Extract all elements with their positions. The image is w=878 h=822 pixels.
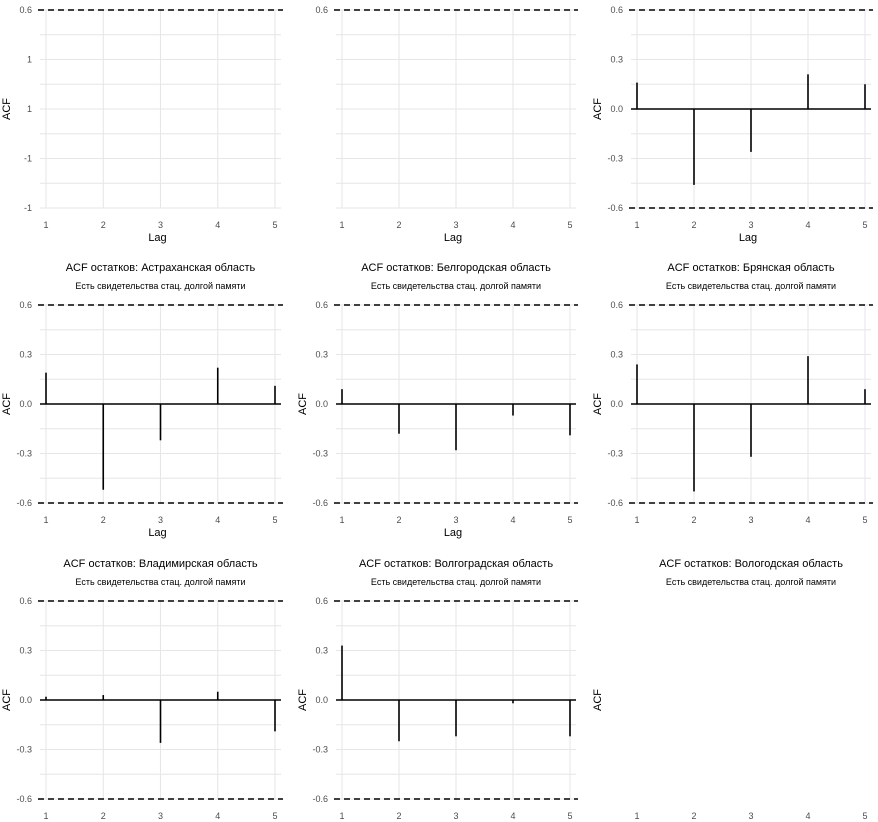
y-axis-label: ACF — [297, 393, 309, 415]
y-tick-label: -0.3 — [312, 744, 328, 755]
x-axis-label: Lag — [148, 232, 167, 244]
y-axis-label: ACF — [1, 689, 13, 711]
x-tick-label: 5 — [272, 220, 278, 230]
x-tick-label: 5 — [567, 811, 573, 821]
x-tick-label: 5 — [567, 515, 573, 525]
panel-title: ACF остатков: Волгоградская область — [358, 558, 554, 570]
panel-subtitle: Есть свидетельства стац. долгой памяти — [370, 281, 542, 291]
panel-subtitle: Есть свидетельства стац. долгой памяти — [665, 281, 837, 291]
y-tick-label: 0.6 — [19, 5, 32, 15]
x-tick-label: 3 — [453, 220, 459, 230]
panel-subtitle: Есть свидетельства стац. долгой памяти — [665, 577, 837, 587]
y-tick-label: -0.6 — [16, 794, 32, 804]
y-tick-label: 0.6 — [19, 596, 32, 606]
x-tick-label: 1 — [43, 515, 49, 525]
y-tick-label: 0.3 — [19, 349, 32, 360]
x-tick-label: 4 — [510, 220, 516, 230]
y-tick-label: 0.3 — [315, 349, 328, 360]
y-tick-label: 0.6 — [610, 300, 623, 310]
y-tick-label: 0.6 — [315, 596, 328, 606]
x-tick-label: 2 — [691, 220, 697, 230]
x-tick-label: 1 — [634, 220, 640, 230]
y-tick-label: 0.6 — [610, 5, 623, 15]
x-tick-label: 4 — [510, 515, 516, 525]
x-tick-label: 5 — [567, 220, 573, 230]
x-tick-label: 1 — [634, 515, 640, 525]
y-tick-label: 0.0 — [610, 399, 623, 409]
y-tick-label: 0.0 — [315, 695, 328, 705]
x-tick-label: 3 — [453, 811, 459, 821]
x-tick-label: 5 — [862, 811, 868, 821]
y-tick-label: 0.3 — [19, 645, 32, 656]
x-axis-label: Lag — [738, 232, 758, 244]
x-tick-label: 4 — [215, 515, 221, 525]
y-tick-label: 0.6 — [315, 300, 328, 310]
x-tick-label: 4 — [510, 811, 516, 821]
x-tick-label: 3 — [748, 220, 754, 230]
panel-title: ACF остатков: Вологодская область — [659, 558, 843, 570]
y-tick-label: -0.3 — [607, 153, 623, 164]
y-tick-label: 1 — [26, 104, 32, 114]
x-tick-label: 5 — [272, 515, 278, 525]
x-tick-label: 1 — [43, 220, 49, 230]
x-tick-label: 2 — [100, 220, 106, 230]
y-tick-label: -0.6 — [16, 498, 32, 508]
x-tick-label: 5 — [862, 220, 868, 230]
y-axis-label: ACF — [592, 98, 604, 120]
y-tick-label: -0.6 — [607, 203, 623, 213]
x-tick-label: 2 — [691, 811, 697, 821]
x-tick-label: 1 — [43, 811, 49, 821]
x-tick-label: 1 — [339, 220, 345, 230]
acf-panel-9 — [592, 558, 868, 821]
y-axis-label: ACF — [1, 98, 13, 120]
x-tick-label: 2 — [100, 515, 106, 525]
y-tick-label: -0.6 — [607, 498, 623, 508]
y-tick-label: -0.3 — [312, 448, 328, 459]
y-tick-label: 0.3 — [315, 645, 328, 656]
panel-title: ACF остатков: Астраханская область — [65, 262, 256, 274]
y-tick-label: -1 — [23, 153, 32, 164]
x-tick-label: 4 — [805, 515, 811, 525]
x-tick-label: 1 — [634, 811, 640, 821]
x-axis-label: Lag — [148, 527, 167, 539]
y-tick-label: 1 — [26, 54, 32, 65]
x-tick-label: 3 — [748, 811, 754, 821]
y-tick-label: 0.0 — [19, 695, 32, 705]
acf-panel-1 — [1, 5, 283, 244]
y-tick-label: -0.3 — [16, 744, 32, 755]
x-axis-label: Lag — [443, 232, 463, 244]
acf-panel-7 — [1, 558, 283, 821]
panel-subtitle: Есть свидетельства стац. долгой памяти — [75, 577, 246, 587]
y-axis-label: ACF — [1, 393, 13, 415]
panel-title: ACF остатков: Владимирская область — [63, 558, 258, 570]
panel-subtitle: Есть свидетельства стац. долгой памяти — [75, 281, 246, 291]
x-tick-label: 3 — [157, 220, 164, 230]
y-axis-label: ACF — [297, 689, 309, 711]
x-tick-label: 4 — [805, 811, 811, 821]
y-tick-label: 0.3 — [610, 349, 623, 360]
acf-panel-5 — [297, 262, 578, 539]
y-tick-label: -0.3 — [607, 448, 623, 459]
x-tick-label: 3 — [157, 811, 164, 821]
panel-subtitle: Есть свидетельства стац. долгой памяти — [370, 577, 542, 587]
y-tick-label: -0.6 — [312, 794, 328, 804]
y-tick-label: -0.3 — [16, 448, 32, 459]
x-tick-label: 2 — [691, 515, 697, 525]
panel-title: ACF остатков: Брянская область — [667, 262, 835, 274]
y-tick-label: 0.6 — [19, 300, 32, 310]
acf-panel-3 — [592, 5, 873, 244]
x-tick-label: 1 — [339, 515, 345, 525]
x-tick-label: 4 — [215, 220, 221, 230]
y-tick-label: 0.0 — [315, 399, 328, 409]
acf-panel-2 — [315, 5, 578, 244]
y-axis-label: ACF — [592, 393, 604, 415]
x-tick-label: 5 — [862, 515, 868, 525]
acf-panel-4 — [1, 262, 283, 539]
y-tick-label: 0.0 — [19, 399, 32, 409]
y-tick-label: 0.3 — [610, 54, 623, 65]
x-axis-label: Lag — [443, 527, 463, 539]
acf-panel-6 — [592, 262, 873, 525]
x-tick-label: 4 — [805, 220, 811, 230]
x-tick-label: 2 — [396, 811, 402, 821]
panel-title: ACF остатков: Белгородская область — [361, 262, 551, 274]
x-tick-label: 3 — [157, 515, 164, 525]
x-tick-label: 2 — [396, 515, 402, 525]
x-tick-label: 5 — [272, 811, 278, 821]
x-tick-label: 3 — [748, 515, 754, 525]
x-tick-label: 4 — [215, 811, 221, 821]
y-tick-label: 0.6 — [315, 5, 328, 15]
y-axis-label: ACF — [592, 689, 604, 711]
x-tick-label: 3 — [453, 515, 459, 525]
y-tick-label: -0.6 — [312, 498, 328, 508]
x-tick-label: 1 — [339, 811, 345, 821]
y-tick-label: 0.0 — [610, 104, 623, 114]
acf-panel-8 — [297, 558, 578, 821]
x-tick-label: 2 — [100, 811, 106, 821]
x-tick-label: 2 — [396, 220, 402, 230]
y-tick-label: -1 — [23, 203, 32, 213]
